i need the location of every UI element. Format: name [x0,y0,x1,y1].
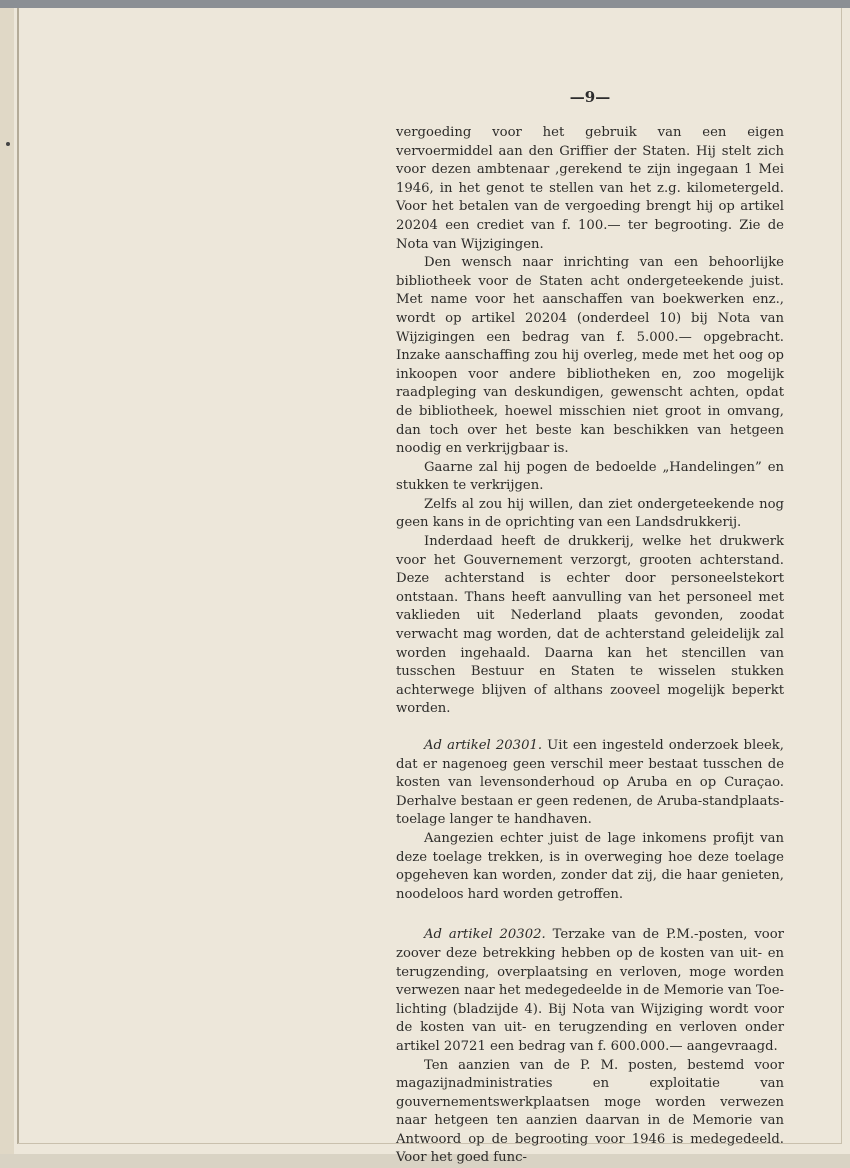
article-text-20302: Terzake van de P.M.-posten, voor zoover deze betrekking hebben op de kosten van uit- en terugzending, overplaatsing en verloven, moge worden verwezen naar het medegedeelde in de Memorie van Toelichting (bladzijde 4). Bij Nota van Wijziging wordt voor de kosten van uit- en terugzending en verloven onder artikel 20721 een bedrag van f. 600.000.— aangevraagd. [396,927,784,1054]
paragraph-artikel-20301 [396,737,784,830]
article-label-20302: Ad artikel 20302. [424,927,546,942]
paragraph-toelage: Aangezien echter juist de lage inkomens profijt van deze toelage trekken, is in overweging hoe deze toelage opgeheven kan worden, zonder dat zij, die haar genieten, noodeloos hard worden getroffen. [396,830,784,904]
paragraph-landsdrukkerij: Zelfs al zou hij willen, dan ziet ondergeteekende nog geen kans in de oprichting van een Landsdrukkerij. [396,496,784,533]
paragraph-handelingen: Gaarne zal hij pogen de bedoelde „Handelingen” en stukken te verkrijgen. [396,459,784,496]
paragraph-kilometergeld: vergoeding voor het gebruik van een eigen vervoermiddel aan den Griffier der Staten. Hij stelt zich voor dezen ambtenaar ,gerekend te zijn ingegaan 1 Mei 1946, in het genot te stellen van het z.g. kilometergeld. Voor het betalen van de vergoeding brengt hij op artikel 20204 een crediet van f. 100.— ter begrooting. Zie de Nota van Wijzigingen. [396,124,784,254]
margin-dot [6,142,10,146]
article-text-20301: Uit een ingesteld onderzoek bleek, dat er nagenoeg geen verschil meer bestaat tusschen de kosten van levensonderhoud op Aruba en op Curaçao. Derhalve bestaan er geen redenen, de Aruba-standplaatstoelage langer te handhaven. [396,738,784,827]
text-column [396,124,784,1168]
article-label-20301: Ad artikel 20301. [424,738,542,753]
paragraph-pm-posten: Ten aanzien van de P. M. posten, bestemd voor magazijnadministraties en exploitatie van gouvernementswerkplaatsen moge worden verwezen naar hetgeen ten aanzien daarvan in de Memorie van Antwoord op de begrooting voor 1946 is medegedeeld. Voor het goed func- [396,1057,784,1168]
section-gap [396,719,784,737]
paragraph-artikel-20302 [396,926,784,1056]
page-number: —9— [540,88,640,106]
section-gap [396,904,784,926]
paragraph-drukkerij-achterstand: Inderdaad heeft de drukkerij, welke het drukwerk voor het Gouvernement verzorgt, grooten achterstand. Deze achterstand is echter door personeelstekort ontstaan. Thans heeft aanvulling van het personeel met vaklieden uit Nederland plaats gevonden, zoodat verwacht mag worden, dat de achterstand geleidelijk zal worden ingehaald. Daarna kan het stencillen van tusschen Bestuur en Staten te wisselen stukken achterwege blijven of althans zooveel mogelijk beperkt worden. [396,533,784,719]
paragraph-bibliotheek: Den wensch naar inrichting van een behoorlijke bibliotheek voor de Staten acht ondergeteekende juist. Met name voor het aanschaffen van boekwerken enz., wordt op artikel 20204 (onderdeel 10) bij Nota van Wijzigingen een bedrag van f. 5.000.— opgebracht. Inzake aanschaffing zou hij overleg, mede met het oog op inkoopen voor andere bibliotheken en, zoo mogelijk raadpleging van deskundigen, gewenscht achten, opdat de bibliotheek, hoewel misschien niet groot in omvang, dan toch over het beste kan beschikken van hetgeen noodig en verkrijgbaar is. [396,254,784,459]
page-right-edge [841,8,842,1144]
page-fold-line [17,8,19,1144]
scan-top-border [0,0,850,8]
page-left-margin [0,8,14,1154]
